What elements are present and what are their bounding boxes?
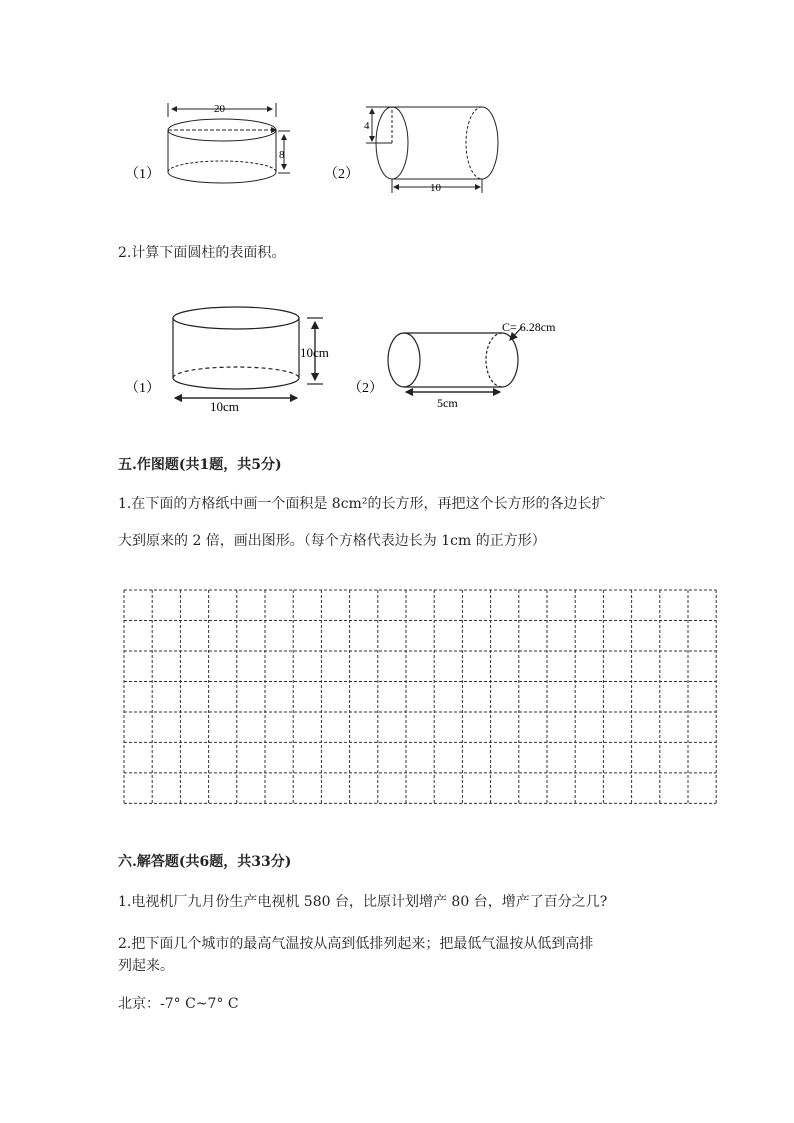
cylinder-1-drawing	[168, 103, 290, 183]
cylinder-2-drawing	[366, 107, 498, 193]
q2-fig1-height-label: 10cm	[300, 345, 329, 360]
fig1-index-label: （1）	[125, 167, 160, 182]
q2-fig2-length-label: 5cm	[437, 396, 458, 410]
q2-fig1-index-label: （1）	[125, 381, 160, 396]
q2-fig1-diameter-label: 10cm	[210, 399, 239, 414]
surface-area-cylinder-figures	[110, 300, 590, 420]
beijing-temperature: 北京：-7° C~7° C	[118, 996, 239, 1012]
question-2-text: 2.计算下面圆柱的表面积。	[118, 245, 286, 261]
section-6-heading: 六.解答题(共6题，共33分)	[118, 854, 292, 870]
section-6-question-1: 1.电视机厂九月份生产电视机 580 台，比原计划增产 80 台，增产了百分之几?	[118, 894, 608, 910]
fig2-length-label: 10	[430, 182, 441, 194]
square-grid-paper[interactable]	[123, 589, 719, 810]
section-5-heading: 五.作图题(共1题，共5分)	[118, 457, 282, 473]
section-5-question-1-line-2: 大到原来的 2 倍，画出图形。（每个方格代表边长为 1cm 的正方形）	[118, 533, 546, 549]
q2-cylinder-2-drawing	[388, 327, 522, 392]
fig2-index-label: （2）	[324, 167, 359, 182]
fig2-radius-label: 4	[364, 120, 370, 132]
q2-fig2-index-label: （2）	[348, 381, 383, 396]
section-6-question-2-line-2: 列起来。	[118, 958, 174, 974]
fig1-width-label: 20	[214, 103, 225, 115]
fig1-height-label: 8	[279, 149, 285, 161]
section-6-question-2-line-1: 2.把下面几个城市的最高气温按从高到低排列起来；把最低气温按从低到高排	[118, 936, 594, 952]
q2-fig2-circumference-label: C= 6.28cm	[502, 320, 556, 334]
section-5-question-1-line-1: 1.在下面的方格纸中画一个面积是 8cm²的长方形，再把这个长方形的各边长扩	[118, 496, 606, 512]
top-cylinder-figures	[110, 95, 530, 205]
